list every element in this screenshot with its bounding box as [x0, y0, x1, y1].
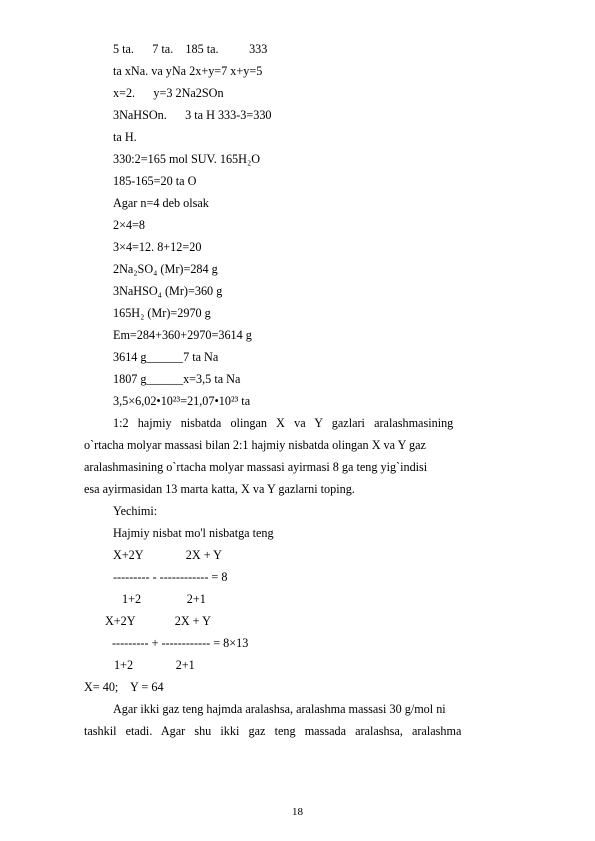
calc-line: 3614 g______7 ta Na [113, 350, 219, 364]
problem-line: o`rtacha molyar massasi bilan 2:1 hajmiy nisbatda olingan X va Y gaz [84, 438, 426, 452]
calc-line: 165H₂ (Mr)=2970 g [113, 306, 211, 320]
calc-line: 5 ta. 7 ta. 185 ta. 333 [113, 42, 268, 56]
problem-line: esa ayirmasidan 13 marta katta, X va Y gazlarni toping. [84, 482, 355, 496]
calc-line: x=2. y=3 2Na2SOn [113, 86, 224, 100]
calc-line: 330:2=165 mol SUV. 165H₂O [113, 152, 261, 166]
answer-line: X= 40; Y = 64 [84, 680, 164, 694]
closing-line: Agar ikki gaz teng hajmda aralashsa, aralashma massasi 30 g/mol ni [113, 702, 446, 716]
calc-line: 3,5×6,02•10²³=21,07•10²³ ta [113, 394, 251, 408]
calc-line: 2×4=8 [113, 218, 146, 232]
problem-line: 1:2 hajmiy nisbatda olingan X va Y gazlari aralashmasining [113, 416, 454, 430]
equation-1-numerator: X+2Y 2X + Y [113, 548, 222, 562]
calc-line: 3NaHSO₄ (Mr)=360 g [113, 284, 223, 298]
calc-line: 3NaHSOn. 3 ta H 333-3=330 [113, 108, 272, 122]
equation-1-bar: --------- - ------------ = 8 [113, 570, 228, 584]
calc-line: 1807 g______x=3,5 ta Na [113, 372, 241, 386]
solution-rule: Hajmiy nisbat mo'l nisbatga teng [113, 526, 274, 540]
calc-line: ta xNa. va yNa 2x+y=7 x+y=5 [113, 64, 263, 78]
calc-line: 185-165=20 ta O [113, 174, 197, 188]
equation-2-numerator: X+2Y 2X + Y [105, 614, 211, 628]
equation-1-denominator: 1+2 2+1 [122, 592, 206, 606]
calc-line: 2Na₂SO₄ (Mr)=284 g [113, 262, 218, 276]
calc-line: Agar n=4 deb olsak [113, 196, 209, 210]
equation-2-bar: --------- + ------------ = 8×13 [112, 636, 249, 650]
calc-line: ta H. [113, 130, 137, 144]
page-number: 18 [292, 806, 303, 818]
solution-heading: Yechimi: [113, 504, 158, 518]
calc-line: Em=284+360+2970=3614 g [113, 328, 252, 342]
equation-2-denominator: 1+2 2+1 [114, 658, 195, 672]
problem-line: aralashmasining o`rtacha molyar massasi ayirmasi 8 ga teng yig`indisi [84, 460, 428, 474]
calc-line: 3×4=12. 8+12=20 [113, 240, 202, 254]
closing-line: tashkil etadi. Agar shu ikki gaz teng massada aralashsa, aralashma [84, 724, 462, 738]
